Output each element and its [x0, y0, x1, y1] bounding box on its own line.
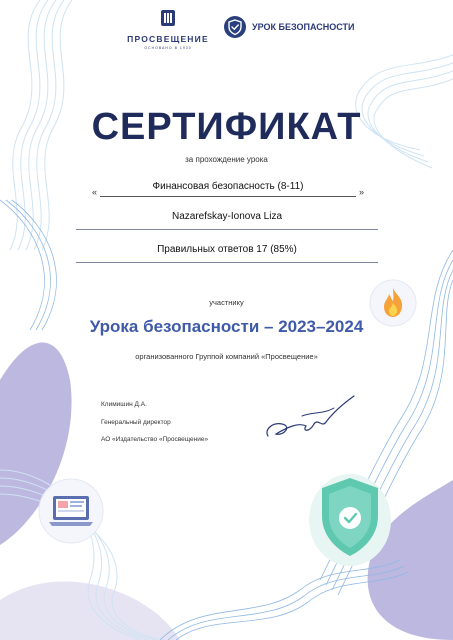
- course-name: Финансовая безопасность (8-11): [152, 181, 304, 192]
- result-field: [76, 244, 378, 255]
- shield-check-icon: [308, 468, 392, 568]
- certificate-subtitle: за прохождение урока: [185, 155, 268, 164]
- recipient-field: [76, 211, 378, 222]
- prosveshchenie-logo-icon: [161, 10, 175, 26]
- certificate-title: СЕРТИФИКАТ: [91, 106, 362, 148]
- recipient-underline: [76, 229, 378, 230]
- signer-position: Генеральный директор: [101, 419, 171, 426]
- prosveshchenie-logo-since: ОСНОВАНО В 1930: [144, 46, 192, 50]
- ribbon-left-lines: [0, 200, 56, 330]
- prosveshchenie-logo: [118, 10, 218, 50]
- shield-check-icon: [224, 16, 246, 38]
- organized-by: организованного Группой компаний «Просвещение»: [135, 352, 318, 361]
- result-text: Правильных ответов 17 (85%): [157, 244, 297, 255]
- signature: [262, 392, 362, 442]
- course-underline: [100, 196, 356, 197]
- quote-open: «: [92, 187, 98, 197]
- signer-company: АО «Издательство «Просвещение»: [101, 436, 209, 443]
- safety-lesson-logo-name: УРОК БЕЗОПАСНОСТИ: [252, 22, 355, 32]
- signer-name: Климишин Д.А.: [101, 401, 147, 408]
- participant-label: участнику: [209, 298, 244, 307]
- lesson-title: Урока безопасности – 2023–2024: [89, 317, 364, 336]
- course-row: [92, 179, 364, 197]
- lavender-blob-bottom: [0, 581, 180, 640]
- quote-close: »: [358, 187, 364, 197]
- laptop-icon: [38, 478, 104, 544]
- prosveshchenie-logo-name: ПРОСВЕЩЕНИЕ: [127, 34, 209, 44]
- fire-icon: [369, 279, 417, 327]
- result-underline: [76, 262, 378, 263]
- recipient-name: Nazarefskay-Ionova Liza: [171, 211, 283, 222]
